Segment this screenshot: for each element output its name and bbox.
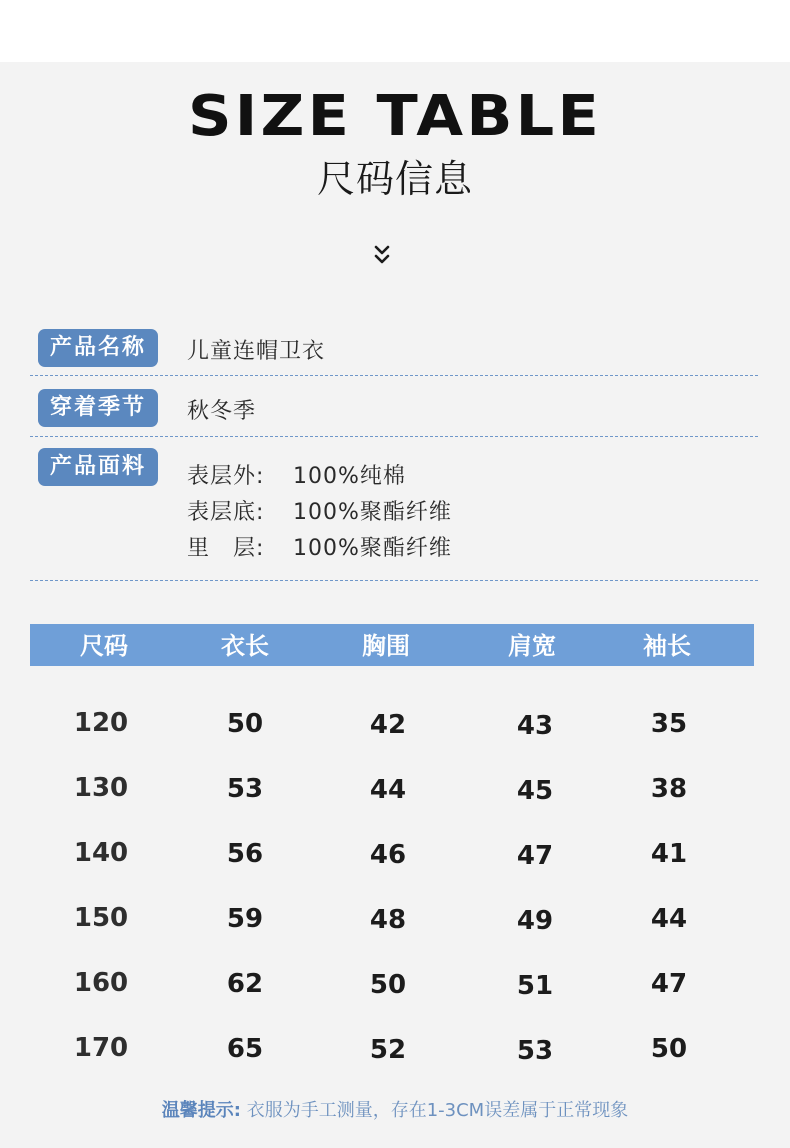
material-line-outer [187, 459, 406, 490]
table-cell: 45 [516, 776, 554, 806]
material-line-bottom [187, 495, 452, 526]
column-header-shoulder: 肩宽 [508, 632, 556, 660]
table-cell: 35 [650, 709, 688, 739]
material-line-lining [187, 531, 452, 562]
top-white-band [0, 0, 790, 62]
table-cell: 52 [369, 1035, 407, 1065]
note-label: 温馨提示: [161, 1100, 241, 1121]
table-cell: 65 [226, 1034, 264, 1064]
page-title-chinese: 尺码信息 [316, 157, 473, 201]
table-cell: 47 [650, 969, 688, 999]
column-header-size: 尺码 [80, 632, 128, 660]
info-row-product-name [30, 329, 758, 369]
column-header-sleeve: 袖长 [643, 632, 691, 660]
table-cell: 50 [369, 970, 407, 1000]
divider [30, 580, 758, 581]
divider [30, 436, 758, 437]
season-tag: 穿着季节 [38, 389, 158, 427]
table-cell: 46 [369, 840, 407, 870]
divider [30, 375, 758, 376]
table-cell: 43 [516, 711, 554, 741]
product-name-tag: 产品名称 [38, 329, 158, 367]
info-row-season [30, 389, 758, 429]
column-header-chest: 胸围 [362, 632, 410, 660]
table-cell: 62 [226, 969, 264, 999]
table-cell: 53 [226, 774, 264, 804]
table-cell: 130 [73, 773, 129, 803]
table-cell: 42 [369, 710, 407, 740]
material-line-value: 100%聚酯纤维 [293, 500, 452, 525]
product-name-value: 儿童连帽卫衣 [187, 339, 326, 364]
table-cell: 49 [516, 906, 554, 936]
table-cell: 44 [369, 775, 407, 805]
material-line-label: 表层底: [187, 500, 265, 525]
table-cell: 44 [650, 904, 688, 934]
table-cell: 50 [650, 1034, 688, 1064]
season-value: 秋冬季 [187, 399, 257, 424]
page-title-english: SIZE TABLE [187, 84, 603, 149]
note-text: 衣服为手工测量，存在1-3CM误差属于正常现象 [246, 1100, 629, 1121]
table-cell: 59 [226, 904, 264, 934]
material-line-value: 100%纯棉 [293, 464, 406, 489]
material-line-value: 100%聚酯纤维 [293, 536, 452, 561]
double-chevron-down-icon [372, 244, 392, 268]
table-cell: 41 [650, 839, 688, 869]
table-cell: 160 [73, 968, 129, 998]
table-cell: 51 [516, 971, 554, 1001]
table-cell: 53 [516, 1036, 554, 1066]
material-tag: 产品面料 [38, 448, 158, 486]
table-cell: 140 [73, 838, 129, 868]
material-line-label: 里 层: [187, 536, 265, 561]
table-cell: 170 [73, 1033, 129, 1063]
column-header-length: 衣长 [221, 632, 269, 660]
table-cell: 150 [73, 903, 129, 933]
table-cell: 48 [369, 905, 407, 935]
measurement-note [0, 1096, 790, 1122]
table-cell: 47 [516, 841, 554, 871]
material-line-label: 表层外: [187, 464, 265, 489]
table-cell: 56 [226, 839, 264, 869]
size-table-header [30, 624, 754, 666]
table-cell: 38 [650, 774, 688, 804]
table-cell: 50 [226, 709, 264, 739]
table-cell: 120 [73, 708, 129, 738]
